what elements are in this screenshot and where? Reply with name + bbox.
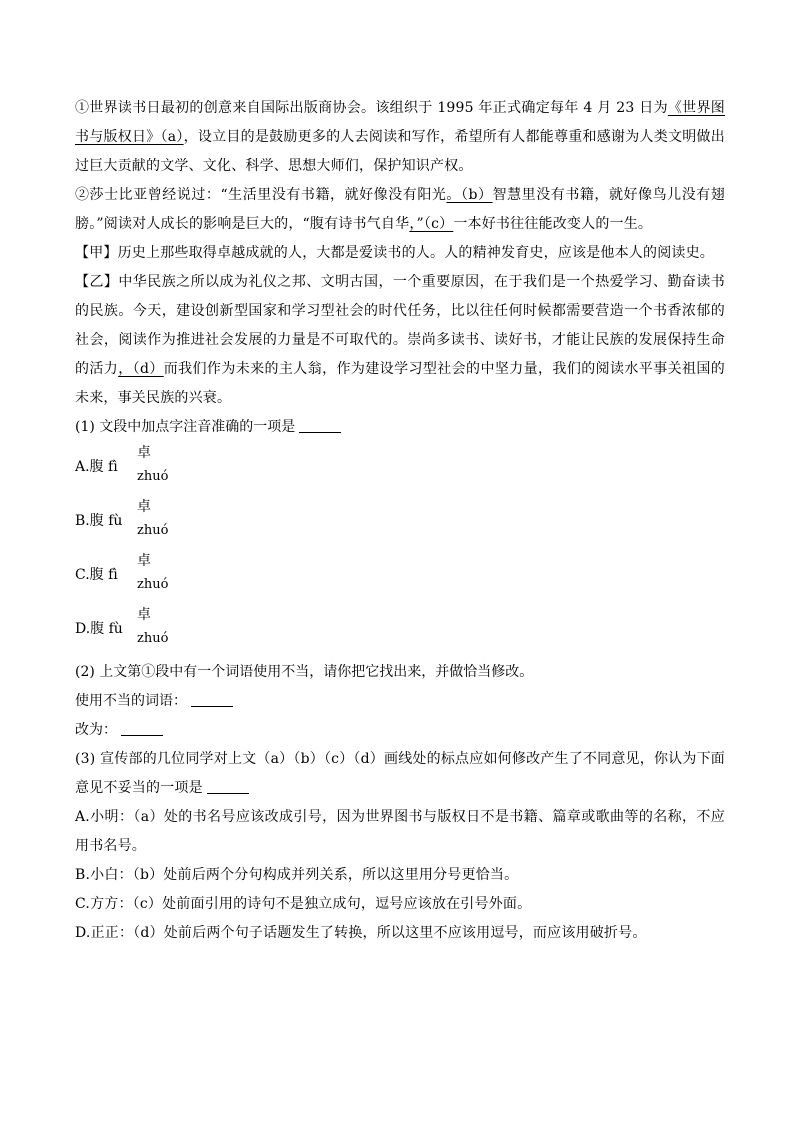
option-pinyin: zhuó (137, 469, 169, 484)
text-segment: ，设立目的是鼓励更多的人去阅读和写作，希望所有人都能尊重和感谢为人类文明做出过巨大贡献的文学、文化、科学、思想大师们，保护知识产权。 (75, 129, 725, 174)
option-label: D.腹 fù (75, 621, 123, 637)
text-segment: 而我们作为未来的主人翁，作为建设学习型社会的中坚力量，我们的阅读水平事关祖国的未来，事关民族的兴衰。 (75, 361, 725, 406)
question-3-option-d[interactable]: D.正正：（d）处前后两个句子话题发生了转换，所以这里不应该用逗号，而应该用破折号。 (75, 925, 647, 941)
option-pinyin: zhuó (137, 577, 169, 592)
question-1-stem (75, 413, 725, 442)
question-text: (1) 文段中加点字注音准确的一项是 (75, 419, 296, 435)
option-pinyin-group (137, 604, 168, 650)
passage-paragraph-1 (75, 94, 725, 181)
option-pinyin: zhuó (137, 631, 169, 646)
question-3-stem (75, 745, 725, 803)
prompt-label: 改为： (75, 722, 117, 738)
underlined-segment-a: 《世界图书与版权日》（a） (75, 100, 725, 145)
option-label: B.腹 fù (75, 513, 123, 529)
document-content (75, 94, 725, 948)
option-pinyin-group (137, 442, 168, 488)
question-3-option-a[interactable]: A.小明：（a）处的书名号应该改成引号，因为世界图书与版权日不是书籍、篇章或歌曲等的名称，不应用书名号。 (75, 809, 725, 854)
answer-blank[interactable] (299, 418, 341, 433)
option-a[interactable] (75, 442, 725, 496)
answer-blank[interactable] (207, 779, 249, 794)
question-1-options (75, 442, 725, 658)
passage-yi (75, 268, 725, 413)
option-pinyin-group (137, 550, 168, 596)
text-segment: 智慧里没有书籍，就好像鸟儿没有翅膀。”阅读对人成长的影响是巨大的，“腹有诗书气自华 (75, 187, 726, 232)
option-char: 卓 (137, 499, 151, 515)
question-2-line-2 (75, 716, 725, 745)
underlined-segment-d: ，（d） (118, 361, 164, 377)
passage-paragraph-2 (75, 181, 725, 239)
option-d[interactable] (75, 604, 725, 658)
underlined-segment-c: ，”（c） (409, 216, 454, 232)
text-segment: ①世界读书日最初的创意来自国际出版商协会。该组织于 1995 年正式确定每年 4 月 23 日为 (75, 100, 668, 116)
text-segment: ②莎士比亚曾经说过：“生活里没有书籍，就好像没有阳光 (75, 187, 447, 203)
text-segment: 一本好书往往能改变人的一生。 (453, 216, 653, 232)
text-segment: 【乙】中华民族之所以成为礼仪之邦、文明古国，一个重要原因，在于我们是一个热爱学习、勤奋读书的民族。今天，建设创新型国家和学习型社会的时代任务，比以往任何时候都需要营造一个书香浓郁的社会，阅读作为推进社会发展的力量是不可取代的。崇尚多读书、读好书，才能让民族的发展保持生命的活力 (75, 274, 725, 377)
option-label: A.腹 fì (75, 459, 118, 475)
answer-blank[interactable] (191, 692, 233, 707)
option-label: C.腹 fì (75, 567, 118, 583)
question-3-option-b[interactable]: B.小白：（b）处前后两个分句构成并列关系，所以这里用分号更恰当。 (75, 867, 519, 883)
question-2-stem: (2) 上文第①段中有一个词语使用不当，请你把它找出来，并做恰当修改。 (75, 664, 534, 680)
answer-blank[interactable] (121, 721, 163, 736)
option-pinyin-group (137, 496, 168, 542)
passage-jia: 【甲】历史上那些取得卓越成就的人，大都是爱读书的人。人的精神发育史，应该是他本人的阅读史。 (75, 245, 714, 261)
option-pinyin: zhuó (137, 523, 169, 538)
option-char: 卓 (137, 553, 151, 569)
option-c[interactable] (75, 550, 725, 604)
option-char: 卓 (137, 607, 151, 623)
option-char: 卓 (137, 445, 151, 461)
prompt-label: 使用不当的词语： (75, 693, 187, 709)
question-2-line-1 (75, 687, 725, 716)
question-text: (3) 宣传部的几位同学对上文（a）（b）（c）（d）画线处的标点应如何修改产生了不同意见，你认为下面意见不妥当的一项是 (75, 751, 725, 796)
option-b[interactable] (75, 496, 725, 550)
underlined-segment-b: 。（b） (446, 187, 493, 203)
question-3-option-c[interactable]: C.方方：（c）处前面引用的诗句不是独立成句，逗号应该放在引号外面。 (75, 896, 532, 912)
